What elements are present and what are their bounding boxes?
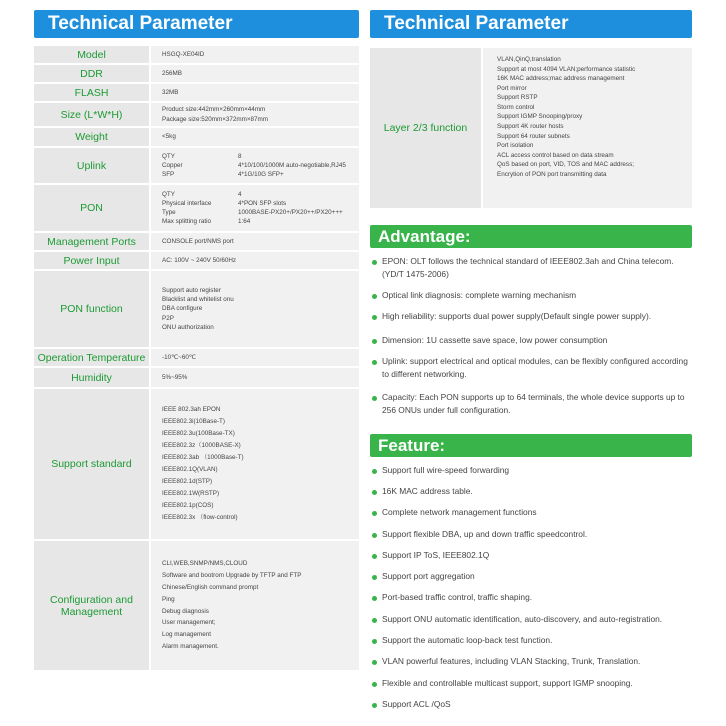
param-value	[151, 389, 359, 539]
bullet-item	[372, 310, 692, 323]
bullet-item	[372, 528, 692, 541]
bullet-dot-icon	[372, 660, 377, 665]
param-value-line: IEEE802.3ab （1000Base-T)	[162, 454, 244, 462]
param-row	[34, 368, 359, 387]
param-label: Weight	[34, 128, 149, 146]
param-value	[151, 84, 359, 101]
layer-function-line: Support 4K router hosts	[497, 122, 564, 130]
param-row	[34, 541, 359, 670]
bullet-text: Complete network management functions	[382, 507, 537, 517]
bullet-item	[372, 677, 692, 690]
bullet-dot-icon	[372, 533, 377, 538]
bullet-text: Uplink: support electrical and optical modules, can be flexibly configured according to different networking.	[382, 356, 688, 380]
param-value-line: Alarm management.	[162, 643, 219, 651]
param-value-line: QTY 8	[162, 152, 242, 160]
layer-function-label: Layer 2/3 function	[370, 48, 481, 208]
param-value-line: Debug diagnosis	[162, 607, 209, 615]
param-row	[34, 103, 359, 126]
layer-function-line: Support at most 4094 VLAN;performance statistic	[497, 65, 636, 73]
bullet-dot-icon	[372, 339, 377, 344]
layer-function-line: Encrytion of PON port transmitting data	[497, 170, 607, 178]
advantage-list	[372, 255, 692, 425]
param-value	[151, 46, 359, 63]
param-label: PON	[34, 185, 149, 231]
layer-function-line: Support IGMP Snooping/proxy	[497, 113, 583, 121]
param-value-line: HSGQ-XE04ID	[162, 50, 205, 58]
param-value-line: User management;	[162, 619, 216, 627]
param-value	[151, 541, 359, 670]
param-value-line: Support auto register	[162, 287, 221, 295]
bullet-text: 16K MAC address table.	[382, 486, 473, 496]
left-header: Technical Parameter	[34, 10, 359, 38]
bullet-item	[372, 355, 692, 381]
bullet-text: Support full wire-speed forwarding	[382, 465, 510, 475]
bullet-item	[372, 391, 692, 417]
param-value-line: IEEE802.3z（1000BASE-X)	[162, 442, 241, 450]
bullet-dot-icon	[372, 360, 377, 365]
param-value	[151, 128, 359, 146]
bullet-dot-icon	[372, 260, 377, 265]
bullet-text: High reliability: supports dual power supply(Default single power supply).	[382, 311, 652, 321]
bullet-dot-icon	[372, 639, 377, 644]
bullet-item	[372, 549, 692, 562]
layer-function-line: QoS based on port, VID, TOS and MAC address;	[497, 161, 634, 169]
param-value-line: IEEE 802.3ah EPON	[162, 406, 221, 414]
param-value-line: Log management	[162, 631, 212, 639]
param-value-line: P2P	[162, 314, 174, 322]
param-value	[151, 349, 359, 366]
param-row	[34, 46, 359, 63]
param-label: Humidity	[34, 368, 149, 387]
param-value-line: Software and bootrom Upgrade by TFTP and FTP	[162, 571, 302, 579]
param-value	[151, 103, 359, 126]
param-label: Uplink	[34, 148, 149, 183]
param-value-line: Max splitting ratio 1:64	[162, 218, 251, 226]
param-value-line: IEEE802.3u(100Base-TX)	[162, 430, 235, 438]
bullet-dot-icon	[372, 703, 377, 708]
param-value-line: ONU authorization	[162, 323, 214, 331]
param-label: DDR	[34, 65, 149, 82]
param-value-line: Physical interface 4*PON SFP slots	[162, 199, 287, 207]
param-value-line: CLI,WEB,SNMP/NMS,CLOUD	[162, 559, 248, 567]
bullet-text: EPON: OLT follows the technical standard of IEEE802.3ah and China telecom.(YD/T 1475-2006)	[382, 256, 674, 280]
param-label: Power Input	[34, 252, 149, 269]
param-label: Management Ports	[34, 233, 149, 250]
bullet-text: Support IP ToS, IEEE802.1Q	[382, 550, 490, 560]
param-value	[151, 185, 359, 231]
param-value-line: SFP 4*1G/10G SFP+	[162, 171, 284, 179]
bullet-item	[372, 655, 692, 668]
param-value-line: IEEE802.3i(10Base-T)	[162, 418, 225, 426]
bullet-item	[372, 485, 692, 498]
bullet-dot-icon	[372, 294, 377, 299]
param-row	[34, 252, 359, 269]
param-value-line: 5%~95%	[162, 373, 188, 381]
bullet-dot-icon	[372, 315, 377, 320]
bullet-dot-icon	[372, 490, 377, 495]
bullet-text: Support flexible DBA, up and down traffic speedcontrol.	[382, 529, 588, 539]
param-value-line: 256MB	[162, 69, 182, 77]
bullet-item	[372, 634, 692, 647]
param-value-line: -10℃~60℃	[162, 353, 196, 361]
param-value	[151, 271, 359, 347]
param-label: Operation Temperature	[34, 349, 149, 366]
feature-header: Feature:	[370, 434, 692, 457]
bullet-item	[372, 613, 692, 626]
param-label: Support standard	[34, 389, 149, 539]
param-value-line: Chinese/English command prompt	[162, 583, 259, 591]
bullet-dot-icon	[372, 682, 377, 687]
bullet-dot-icon	[372, 554, 377, 559]
bullet-item	[372, 255, 692, 281]
bullet-text: Support ONU automatic identification, auto-discovery, and auto-registration.	[382, 614, 663, 624]
layer-function-line: Port mirror	[497, 84, 527, 92]
bullet-dot-icon	[372, 575, 377, 580]
param-row	[34, 128, 359, 146]
param-value-line: DBA configure	[162, 305, 203, 313]
param-label: FLASH	[34, 84, 149, 101]
param-row	[34, 65, 359, 82]
param-value-line: Ping	[162, 595, 175, 603]
bullet-dot-icon	[372, 511, 377, 516]
param-value-line: 32MB	[162, 88, 179, 96]
bullet-dot-icon	[372, 396, 377, 401]
param-value-line: CONSOLE port/NMS port	[162, 237, 234, 245]
advantage-header: Advantage:	[370, 225, 692, 248]
param-value-line: IEEE802.1Q(VLAN)	[162, 466, 218, 473]
feature-list	[372, 464, 692, 724]
param-value	[151, 368, 359, 387]
param-value-line: IEEE802.1W(RSTP)	[162, 489, 220, 497]
layer-function-table	[370, 48, 692, 208]
bullet-text: Port-based traffic control, traffic shaping.	[382, 592, 533, 602]
param-value-line: IEEE802.1d(STP)	[162, 477, 213, 485]
bullet-item	[372, 591, 692, 604]
bullet-text: VLAN powerful features, including VLAN Stacking, Trunk, Translation.	[382, 656, 641, 666]
param-value	[151, 252, 359, 269]
bullet-item	[372, 334, 692, 347]
param-label: Configuration and Management	[34, 541, 149, 670]
bullet-dot-icon	[372, 596, 377, 601]
param-value-line: AC: 100V ~ 240V 50/60Hz	[162, 256, 237, 264]
param-value-line: Copper 4*10/100/1000M auto-negotiable,RJ45	[162, 161, 346, 169]
bullet-text: Capacity: Each PON supports up to 64 terminals, the whole device supports up to 256 ONUs under full configuration.	[382, 392, 685, 416]
right-header: Technical Parameter	[370, 10, 692, 38]
param-row	[34, 389, 359, 539]
bullet-text: Support port aggregation	[382, 571, 475, 581]
param-value	[151, 148, 359, 183]
layer-function-line: Port isolation	[497, 142, 534, 150]
param-value-line: Blacklist and whitelist onu	[162, 296, 234, 304]
param-row	[34, 233, 359, 250]
layer-function-values	[483, 48, 692, 208]
param-value-line: QTY 4	[162, 190, 242, 198]
param-row	[34, 148, 359, 183]
layer-function-line: Support RSTP	[497, 94, 538, 102]
bullet-item	[372, 570, 692, 583]
param-label: Model	[34, 46, 149, 63]
bullet-dot-icon	[372, 618, 377, 623]
param-value-line: Type 1000BASE-PX20+/PX20++/PX20+++	[162, 209, 343, 216]
param-label: Size (L*W*H)	[34, 103, 149, 126]
layer-function-line: Support 64 router subnets	[497, 132, 570, 140]
param-row	[34, 349, 359, 366]
bullet-text: Dimension: 1U cassette save space, low power consumption	[382, 335, 608, 345]
bullet-item	[372, 289, 692, 302]
bullet-text: Flexible and controllable multicast support, support IGMP snooping.	[382, 678, 633, 688]
param-row	[34, 185, 359, 231]
layer-function-line: Storm control	[497, 103, 535, 111]
param-value-line: Product size:442mm×260mm×44mm	[162, 106, 266, 114]
param-row	[34, 84, 359, 101]
param-value-line: Package size:520mm×372mm×87mm	[162, 115, 269, 123]
param-value-line: <5kg	[162, 133, 176, 141]
param-value	[151, 65, 359, 82]
param-value-line: IEEE802.1p(COS)	[162, 501, 214, 509]
layer-function-line: 16K MAC address;mac address management	[497, 75, 625, 83]
param-row	[34, 271, 359, 347]
bullet-dot-icon	[372, 469, 377, 474]
bullet-item	[372, 698, 692, 711]
bullet-item	[372, 464, 692, 477]
layer-function-line: VLAN,QinQ,translation	[497, 56, 561, 63]
left-parameter-table	[34, 46, 359, 670]
bullet-item	[372, 506, 692, 519]
bullet-text: Optical link diagnosis: complete warning mechanism	[382, 290, 577, 300]
param-value-line: IEEE802.3x （flow-control)	[162, 513, 238, 521]
layer-function-line: ACL access control based on data stream	[497, 151, 614, 159]
param-label: PON function	[34, 271, 149, 347]
bullet-text: Support the automatic loop-back test function.	[382, 635, 553, 645]
bullet-text: Support ACL /QoS	[382, 699, 451, 709]
param-value	[151, 233, 359, 250]
